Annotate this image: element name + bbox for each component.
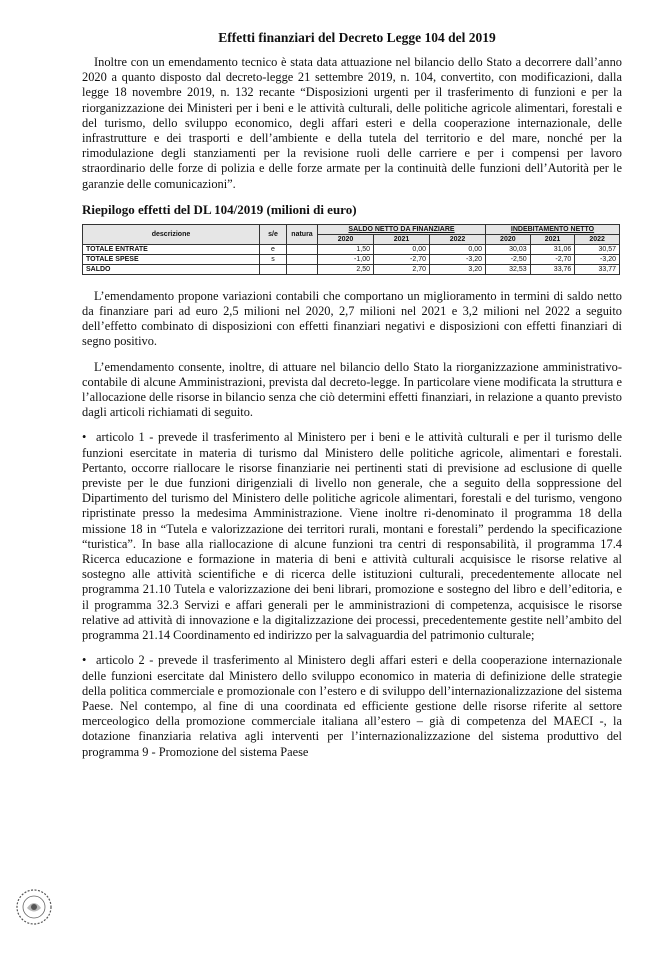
header-year: 2020 [318, 234, 374, 244]
row-value: 0,00 [374, 244, 430, 254]
list-item-articolo-2 [82, 653, 622, 759]
list-item-text: articolo 1 - prevede il trasferimento al Ministero per i beni e le attività culturali e per il turismo delle funzioni esercitate in materia di turismo dal Ministero delle politiche agricole, alimentari e forestali. Pertanto, occorre riallocare le risorse finanziarie nei pertinenti stati di previsione ad esclusione di quelle previste per le due funzioni dirigenziali di livello non generale, che a seguito della soppressione del Dipartimento del turismo del Ministero delle politiche agricole alimentari, forestali e del turismo, vengono ripristinate presso la medesima Amministrazione. Viene inoltre ri-denominato il programma 18 della missione 18 in “Tutela e valorizzazione dei territori rurali, montani e forestali” perdendo la specificazione “turistica”. In base alla riallocazione di alcune funzioni tra centri di responsabilità, il programma 17.4 Ricerca educazione e formazione in materia di beni e attività culturali acquisisce le risorse relative al sostegno alle attività scientifiche e di ricerca delle istituzioni culturali, precedentemente allocate nel programma 21.10 Tutela e valorizzazione dei beni librari, promozione e sostegno del libro e dell’editoria, e il programma 32.3 Servizi e affari generali per le amministrazioni di competenza, acquisisce le risorse relative ad attività di innovazione e la digitalizzazione dei processi, precedentemente gestite nell’ambito del programma 21.14 Coordinamento ed indirizzo per la salvaguardia del patrimonio culturale; [82, 430, 622, 643]
header-year: 2021 [374, 234, 430, 244]
row-value: 2,70 [374, 264, 430, 274]
row-value: -3,20 [430, 254, 486, 264]
row-value: 2,50 [318, 264, 374, 274]
list-item-text: articolo 2 - prevede il trasferimento al Ministero degli affari esteri e della cooperazione internazionale delle funzioni esercitate dal Ministero dello sviluppo economico in materia di definizione delle strategie della politica commerciale e promozionale con l’estero e di sviluppo dell’internazionalizzazione del sistema Paese. Nel contempo, al fine di una coordinata ed efficiente gestione delle risorse riferite al settore merceologico della promozione commerciale italiana all’estero – già di competenza del MAECI -, la dotazione finanziaria relativa agli interventi per l’internazionalizzazione del sistema produttivo del programma 9 - Promozione del sistema Paese [82, 653, 622, 759]
row-value: -3,20 [575, 254, 620, 264]
document-page [82, 30, 622, 760]
row-natura [287, 264, 318, 274]
header-saldo-netto: SALDO NETTO DA FINANZIARE [318, 224, 486, 234]
row-value: -2,70 [530, 254, 575, 264]
row-label: TOTALE ENTRATE [83, 244, 260, 254]
header-year: 2022 [430, 234, 486, 244]
row-value: 1,50 [318, 244, 374, 254]
table-row [83, 264, 620, 274]
row-value: -1,00 [318, 254, 374, 264]
table-row [83, 244, 620, 254]
row-natura [287, 254, 318, 264]
header-indebitamento: INDEBITAMENTO NETTO [486, 224, 620, 234]
header-se: s/e [260, 224, 287, 244]
row-value: 33,77 [575, 264, 620, 274]
intro-paragraph: Inoltre con un emendamento tecnico è stata data attuazione nel bilancio dello Stato a decorrere dall’anno 2020 a quanto disposto dal decreto-legge 21 settembre 2019, n. 104, convertito, con modificazioni, dalla legge 18 novembre 2019, n. 132 recante “Disposizioni urgenti per il trasferimento di funzioni e per la riorganizzazione dei Ministeri per i beni e le attività culturali, delle politiche agricole alimentari, forestali e del turismo, dello sviluppo economico, degli affari esteri e della cooperazione internazionale, delle infrastrutture e dei trasporti e dell’ambiente e della tutela del territorio e del mare, nonché per la rimodulazione degli stanziamenti per la revisione ruoli delle carriere e per i compensi per lavoro straordinario delle forze di polizia e delle forze armate per la continuità delle funzioni dell’Autorità per le garanzie delle comunicazioni”. [82, 55, 622, 191]
row-value: 30,03 [486, 244, 531, 254]
row-label: SALDO [83, 264, 260, 274]
stamp-seal-icon [14, 888, 54, 926]
summary-table [82, 224, 620, 275]
row-se [260, 264, 287, 274]
header-descrizione: descrizione [83, 224, 260, 244]
row-value: 31,06 [530, 244, 575, 254]
row-value: 33,76 [530, 264, 575, 274]
row-value: 3,20 [430, 264, 486, 274]
row-value: 30,57 [575, 244, 620, 254]
header-natura: natura [287, 224, 318, 244]
header-year: 2020 [486, 234, 531, 244]
header-year: 2021 [530, 234, 575, 244]
row-label: TOTALE SPESE [83, 254, 260, 264]
header-year: 2022 [575, 234, 620, 244]
page-title: Effetti finanziari del Decreto Legge 104 del 2019 [218, 30, 496, 45]
paragraph-saldo: L’emendamento propone variazioni contabili che comportano un miglioramento in termini di saldo netto da finanziare pari ad euro 2,5 milioni nel 2020, 2,7 milioni nel 2021 e 3,2 milioni nel 2022 a seguito dell’effetto combinato di disposizioni con effetti finanziari negativi e disposizioni con effetti finanziari di segno positivo. [82, 288, 622, 349]
row-se: e [260, 244, 287, 254]
table-title: Riepilogo effetti del DL 104/2019 (milioni di euro) [82, 201, 357, 217]
row-value: -2,70 [374, 254, 430, 264]
bullet-icon: • [82, 653, 87, 668]
row-value: 0,00 [430, 244, 486, 254]
row-se: s [260, 254, 287, 264]
table-row [83, 254, 620, 264]
row-value: 32,53 [486, 264, 531, 274]
bullet-icon: • [82, 430, 87, 445]
list-item-articolo-1 [82, 430, 622, 643]
row-value: -2,50 [486, 254, 531, 264]
row-natura [287, 244, 318, 254]
paragraph-riorganizzazione: L’emendamento consente, inoltre, di attuare nel bilancio dello Stato la riorganizzazione amministrativo-contabile di alcune Amministrazioni, prevista dal decreto-legge. In particolare viene modificata la struttura e l’allocazione delle risorse in bilancio senza che ciò determini effetti finanziari, in relazione a quanto previsto dagli articoli richiamati di seguito. [82, 359, 622, 420]
